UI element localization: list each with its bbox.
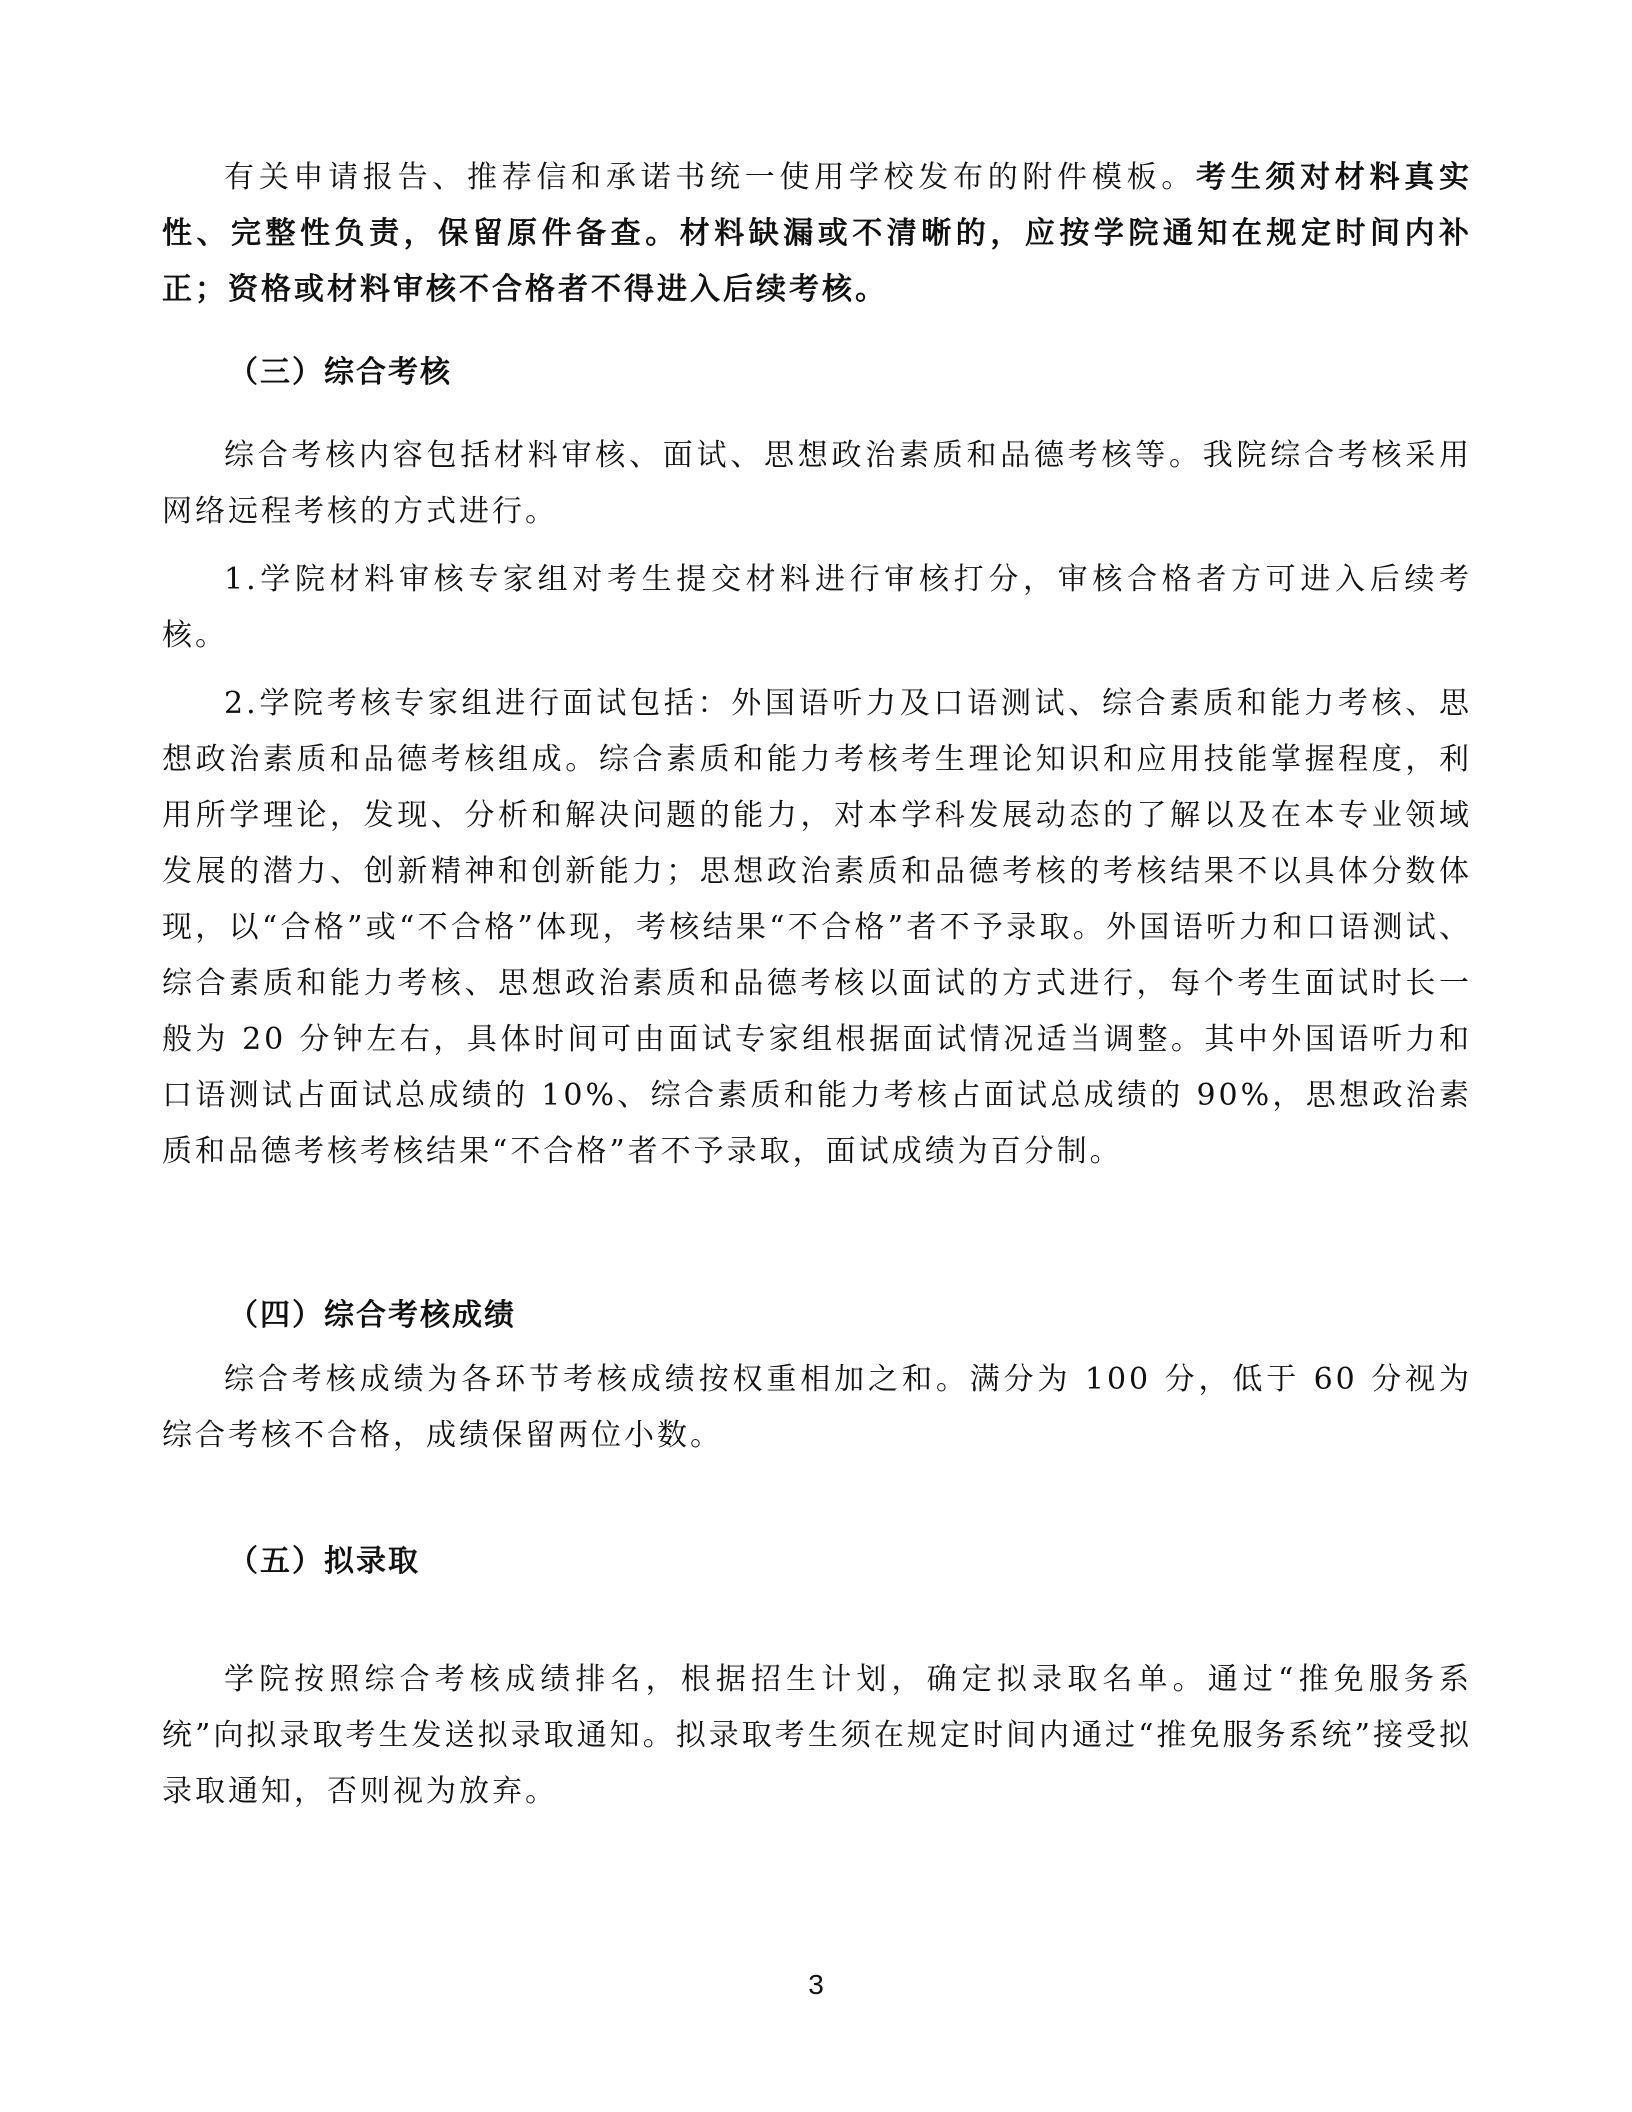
materials-paragraph	[162, 150, 1472, 318]
section-3-heading: （三）综合考核	[228, 355, 452, 390]
section-3-item-1: 1.学院材料审核专家组对考生提交材料进行审核打分，审核合格者方可进入后续考核。	[162, 562, 1472, 653]
section-5-body: 学院按照综合考核成绩排名，根据招生计划，确定拟录取名单。通过“推免服务系统”向拟录取考生发送拟录取通知。拟录取考生须在规定时间内通过“推免服务系统”接受拟录取通知，否则视为放弃。	[162, 1662, 1472, 1809]
materials-bold-text: 考生须对材料真实性、完整性负责，保留原件备查。材料缺漏或不清晰的，应按学院通知在规定时间内补正；资格或材料审核不合格者不得进入后续考核。	[162, 160, 1472, 307]
section-4-heading: （四）综合考核成绩	[228, 1298, 516, 1333]
section-5-heading: （五）拟录取	[228, 1544, 420, 1579]
materials-normal-text: 有关申请报告、推荐信和承诺书统一使用学校发布的附件模板。	[224, 160, 1196, 195]
section-4-body: 综合考核成绩为各环节考核成绩按权重相加之和。满分为 100 分，低于 60 分视为综合考核不合格，成绩保留两位小数。	[162, 1362, 1472, 1453]
section-3-item-2: 2.学院考核专家组进行面试包括：外国语听力及口语测试、综合素质和能力考核、思想政治素质和品德考核组成。综合素质和能力考核考生理论知识和应用技能掌握程度，利用所学理论，发现、分析和解决问题的能力，对本学科发展动态的了解以及在本专业领域发展的潜力、创新精神和创新能力；思想政治素质和品德考核的考核结果不以具体分数体现，以“合格”或“不合格”体现，考核结果“不合格”者不予录取。外国语听力和口语测试、综合素质和能力考核、思想政治素质和品德考核以面试的方式进行，每个考生面试时长一般为 20 分钟左右，具体时间可由面试专家组根据面试情况适当调整。其中外国语听力和口语测试占面试总成绩的 10%、综合素质和能力考核占面试总成绩的 90%，思想政治素质和品德考核考核结果“不合格”者不予录取，面试成绩为百分制。	[162, 686, 1472, 1169]
page-number: 3	[808, 1969, 824, 2000]
section-3-intro: 综合考核内容包括材料审核、面试、思想政治素质和品德考核等。我院综合考核采用网络远程考核的方式进行。	[162, 438, 1472, 529]
